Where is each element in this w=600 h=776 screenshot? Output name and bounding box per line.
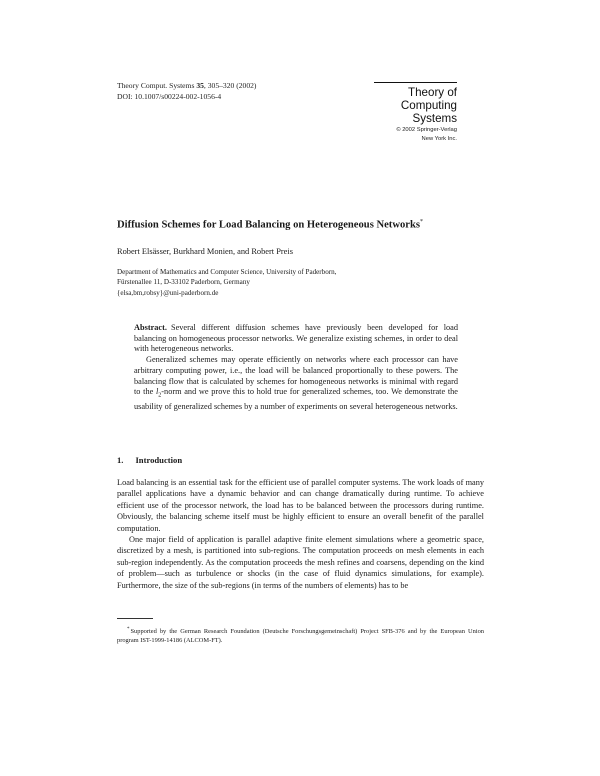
affiliation-block [117,267,336,298]
email-line: {elsa,bm,robsy}@uni-paderborn.de [117,288,219,297]
abstract-text: Generalized schemes may operate efficiently on networks where each processor can have arbitrary computing power, i.e., the load will be balanced proportionally to these powers. The balancing flow that is calculated by schemes for homogeneous networks is minimal with regard to the [134,355,458,397]
footnote-mark: * [127,627,130,632]
footnote [117,625,484,646]
journal-abbrev: Theory Comput. Systems [117,81,195,90]
journal-title-line1: Theory of [408,86,457,99]
section-title: Introduction [135,455,183,465]
abstract-label: Abstract. [134,323,167,332]
journal-title-line3: Systems [412,112,457,125]
author-list: Robert Elsässer, Burkhard Monien, and Robert Preis [117,247,293,256]
body-paragraph: One major field of application is parallel adaptive finite element simulations where a geometric space, discretized by a mesh, is partitioned into sub-regions. The computation proceeds on mesh elements in each sub-region independently. As the computation proceeds the mesh refines and coarsens, depending on the kind of problem—such as turbulence or shocks (in the case of fluid dynamics simulations, for example). Furthermore, the size of the sub-regions (in terms of the numbers of elements) has to be [117,535,484,590]
abstract-text: -norm and we prove this to hold true for generalized schemes, too. We demonstrate the usability of generalized schemes by a number of experiments on several heterogeneous networks. [134,387,458,411]
copyright-line: © 2002 Springer-Verlag [396,127,457,133]
citation-block [117,81,256,102]
affiliation-line: Fürstenallee 11, D-33102 Paderborn, Germany [117,278,250,287]
journal-title-line2: Computing [400,99,457,112]
body-text [117,477,484,591]
section-number: 1. [117,455,124,465]
norm-subscript: 2 [158,392,162,399]
doi-line: DOI: 10.1007/s00224-002-1056-4 [117,91,222,101]
publisher-place: New York Inc. [421,136,457,142]
paper-title [117,219,423,231]
footnote-text: Supported by the German Research Foundation (Deutsche Forschungsgemeinschaft) Project SFB-376 and by the European Union program IST-1999-14186 (ALCOM-FT). [117,628,484,645]
norm-symbol: l [155,387,159,397]
title-footnote-mark: * [420,219,424,225]
page-range: , 305–320 (2002) [203,81,257,90]
abstract-paragraph [134,323,458,355]
footnote-rule [117,618,153,619]
body-paragraph: Load balancing is an essential task for the efficient use of parallel computer systems. The work loads of many parallel applications have a dynamic behavior and can change dramatically during runtime. To achieve efficient use of the processor network, the load has to be balanced between the processors during runtime. Obviously, the balancing scheme itself must be highly efficient to ensure an overall benefit of the parallel computation. [117,478,484,533]
affiliation-line: Department of Mathematics and Computer Science, University of Paderborn, [117,268,337,276]
paper-title-text: Diffusion Schemes for Load Balancing on Heterogeneous Networks [117,219,421,231]
section-heading [117,455,194,465]
abstract [134,323,458,412]
volume-number: 35 [196,81,204,90]
abstract-text: Several different diffusion schemes have previously been developed for load balancing on homogeneous processor networks. We generalize existing schemes, in order to deal with heterogeneous networks. [134,323,458,354]
journal-block [374,82,457,143]
citation-line [117,81,256,92]
abstract-paragraph [134,355,458,412]
